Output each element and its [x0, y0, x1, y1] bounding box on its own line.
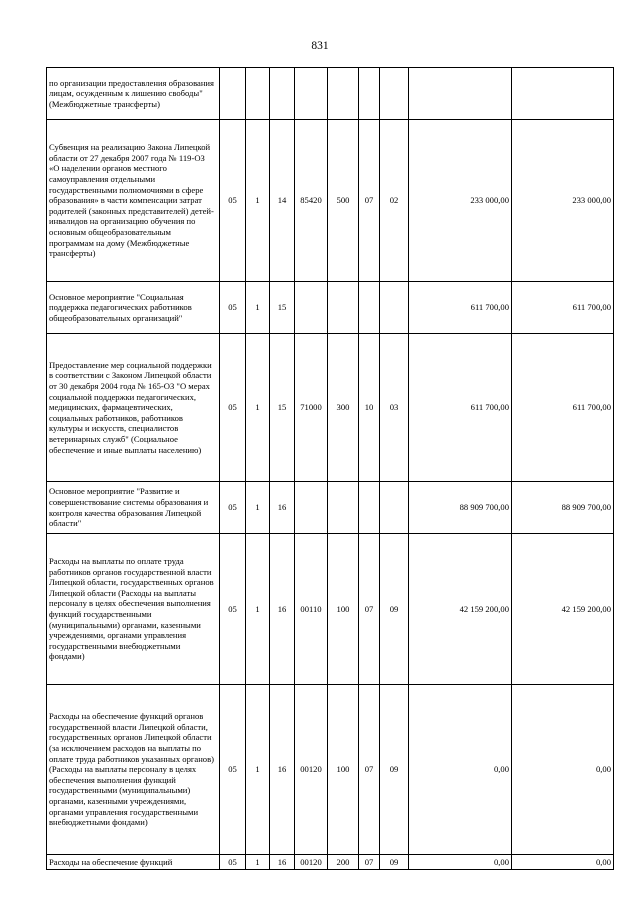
- amount-plan: [409, 68, 512, 120]
- budget-table-body: [47, 68, 614, 870]
- table-row: [47, 282, 614, 334]
- program-code: 05: [220, 282, 246, 334]
- program-code: 05: [220, 855, 246, 870]
- subprogram-code: [246, 68, 270, 120]
- table-row: [47, 534, 614, 685]
- amount-total: 0,00: [512, 855, 614, 870]
- measure-code: 16: [270, 685, 295, 855]
- expense-type-code: [328, 482, 359, 534]
- program-code: 05: [220, 534, 246, 685]
- program-code: 05: [220, 482, 246, 534]
- amount-plan: 611 700,00: [409, 334, 512, 482]
- subsection-code: 09: [380, 534, 409, 685]
- amount-total: 0,00: [512, 685, 614, 855]
- table-row: [47, 685, 614, 855]
- row-name: Расходы на выплаты по оплате труда работников органов государственной власти Липецкой области, государственных органов Липецкой области (Расходы на выплаты персоналу в целях обеспечения выполнения функций государственными (муниципальными) органами, казенными учреждениями, органами управления государственными внебюджетными фондами): [47, 534, 220, 685]
- subprogram-code: 1: [246, 855, 270, 870]
- amount-total: [512, 68, 614, 120]
- amount-total: 88 909 700,00: [512, 482, 614, 534]
- subsection-code: [380, 68, 409, 120]
- direction-code: [295, 68, 328, 120]
- section-code: [359, 282, 380, 334]
- expense-type-code: 300: [328, 334, 359, 482]
- budget-table: [46, 67, 614, 870]
- direction-code: 85420: [295, 120, 328, 282]
- expense-type-code: [328, 68, 359, 120]
- expense-type-code: 100: [328, 685, 359, 855]
- subsection-code: [380, 482, 409, 534]
- section-code: 07: [359, 685, 380, 855]
- row-name: Субвенция на реализацию Закона Липецкой области от 27 декабря 2007 года № 119-ОЗ «О наделении органов местного самоуправления отдельными государственными полномочиями в сфере образования» в части компенсации затрат родителей (законных представителей) детей-инвалидов на организацию обучения по основным общеобразовательным программам на дому (Межбюджетные трансферты): [47, 120, 220, 282]
- subprogram-code: 1: [246, 120, 270, 282]
- subprogram-code: 1: [246, 685, 270, 855]
- row-name: по организации предоставления образования лицам, осужденным к лишению свободы" (Межбюджетные трансферты): [47, 68, 220, 120]
- measure-code: 16: [270, 855, 295, 870]
- measure-code: 15: [270, 334, 295, 482]
- amount-total: 611 700,00: [512, 334, 614, 482]
- subsection-code: 09: [380, 855, 409, 870]
- amount-plan: 42 159 200,00: [409, 534, 512, 685]
- direction-code: 00120: [295, 855, 328, 870]
- row-name: Основное мероприятие "Развитие и совершенствование системы образования и контроля качества образования Липецкой области": [47, 482, 220, 534]
- program-code: 05: [220, 334, 246, 482]
- row-name: Расходы на обеспечение функций органов государственной власти Липецкой области, государственных органов Липецкой области (за исключением расходов на выплаты по оплате труда работников указанных органов) (Расходы на выплаты персоналу в целях обеспечения выполнения функций государственными (муниципальными) органами, казенными учреждениями, органами управления государственными внебюджетными фондами): [47, 685, 220, 855]
- program-code: 05: [220, 120, 246, 282]
- amount-plan: 611 700,00: [409, 282, 512, 334]
- amount-total: 233 000,00: [512, 120, 614, 282]
- table-row: [47, 855, 614, 870]
- program-code: 05: [220, 685, 246, 855]
- subprogram-code: 1: [246, 282, 270, 334]
- amount-plan: 0,00: [409, 855, 512, 870]
- subsection-code: 09: [380, 685, 409, 855]
- amount-plan: 88 909 700,00: [409, 482, 512, 534]
- subprogram-code: 1: [246, 334, 270, 482]
- amount-total: 611 700,00: [512, 282, 614, 334]
- amount-total: 42 159 200,00: [512, 534, 614, 685]
- section-code: 07: [359, 120, 380, 282]
- program-code: [220, 68, 246, 120]
- expense-type-code: 100: [328, 534, 359, 685]
- row-name: Предоставление мер социальной поддержки в соответствии с Законом Липецкой области от 30 декабря 2004 года № 165-ОЗ "О мерах социальной поддержки педагогических, медицинских, фармацевтических, социальных работников, работников культуры и искусств, специалистов ветеринарных служб" (Социальное обеспечение и иные выплаты населению): [47, 334, 220, 482]
- page-number: 831: [311, 40, 329, 52]
- row-name: Расходы на обеспечение функций: [47, 855, 220, 870]
- subsection-code: [380, 282, 409, 334]
- measure-code: 15: [270, 282, 295, 334]
- table-row: [47, 482, 614, 534]
- table-row: [47, 120, 614, 282]
- expense-type-code: 200: [328, 855, 359, 870]
- measure-code: 16: [270, 482, 295, 534]
- section-code: 07: [359, 534, 380, 685]
- expense-type-code: [328, 282, 359, 334]
- subprogram-code: 1: [246, 534, 270, 685]
- row-name: Основное мероприятие "Социальная поддержка педагогических работников общеобразовательных организаций": [47, 282, 220, 334]
- section-code: [359, 482, 380, 534]
- subprogram-code: 1: [246, 482, 270, 534]
- direction-code: 00120: [295, 685, 328, 855]
- table-row: [47, 68, 614, 120]
- subsection-code: 03: [380, 334, 409, 482]
- direction-code: 71000: [295, 334, 328, 482]
- direction-code: 00110: [295, 534, 328, 685]
- section-code: 07: [359, 855, 380, 870]
- amount-plan: 233 000,00: [409, 120, 512, 282]
- subsection-code: 02: [380, 120, 409, 282]
- measure-code: [270, 68, 295, 120]
- expense-type-code: 500: [328, 120, 359, 282]
- direction-code: [295, 482, 328, 534]
- amount-plan: 0,00: [409, 685, 512, 855]
- section-code: 10: [359, 334, 380, 482]
- table-row: [47, 334, 614, 482]
- direction-code: [295, 282, 328, 334]
- section-code: [359, 68, 380, 120]
- measure-code: 14: [270, 120, 295, 282]
- measure-code: 16: [270, 534, 295, 685]
